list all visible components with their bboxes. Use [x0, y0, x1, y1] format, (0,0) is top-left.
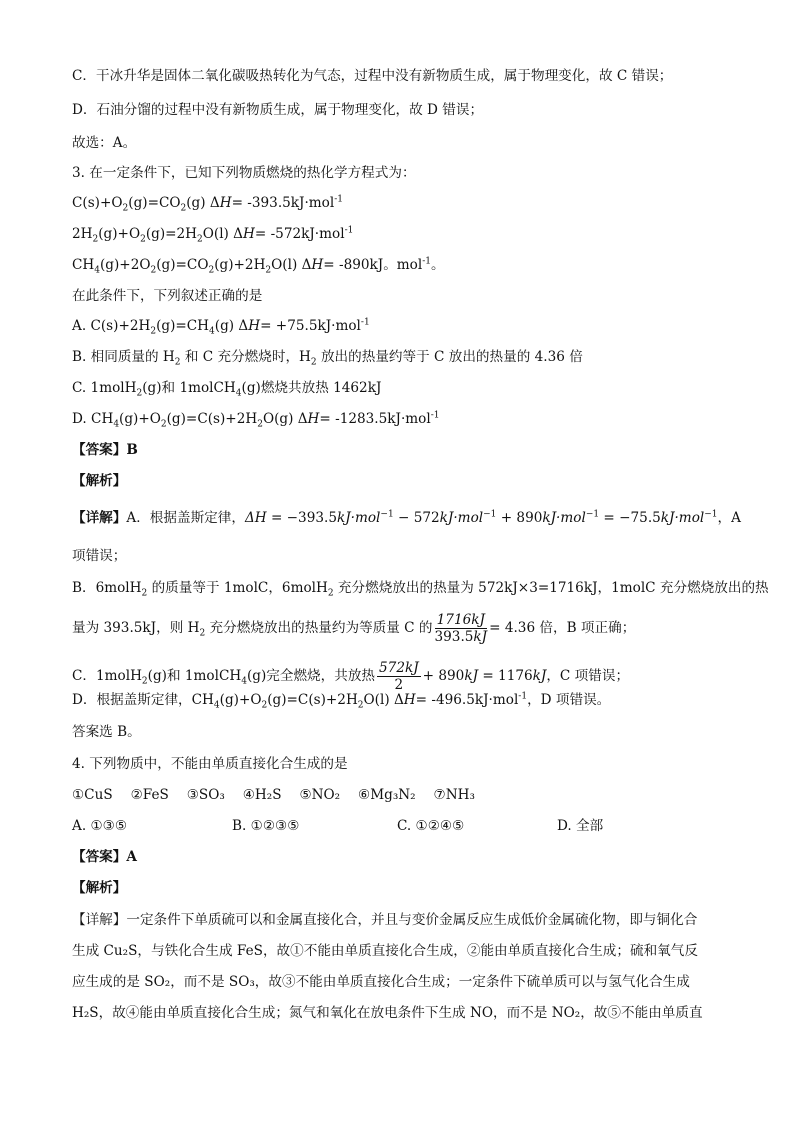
detail-4-line: 应生成的是 SO₂，而不是 SO₃，故③不能由单质直接化合生成；一定条件下硫单质可以与氢气化合生成 [72, 974, 690, 990]
analysis-3-heading: 【解析】 [72, 473, 127, 489]
question-3: 3. 在一定条件下，已知下列物质燃烧的热化学方程式为： [72, 165, 416, 181]
text-line: C．干冰升华是固体二氧化碳吸热转化为气态，过程中没有新物质生成，属于物理变化，故 C 错误； [72, 68, 673, 84]
option-3b: B. 相同质量的 $H_2$ 和 C 充分燃烧时，$H_2$ 放出的热量约等于 C 放出的热量的 4.36 倍 [72, 349, 583, 368]
detail-3b-2: 量为 393.5kJ，则 $H_2$ 充分燃烧放出的热量约为等质量 C 的 $\frac{1716kJ}{393.5kJ}$ = 4.36 倍，B 项正确； [72, 612, 636, 645]
detail-3a: 【详解】A．根据盖斯定律，ΔH = −393.5kJ·mol$^{-1}$ − 572kJ·mol$^{-1}$ + 890kJ·mol$^{-1}$ = −75.5kJ·mol$^{-1}$，A [72, 509, 741, 526]
option-4a: A. ①③⑤ [72, 818, 128, 834]
answer-3: 【答案】B [72, 442, 138, 458]
option-3c: C. 1molH$_2$(g)和 1molCH$_4$(g)燃烧共放热 1462kJ [72, 380, 382, 399]
text-line: 故选：A。 [72, 135, 137, 151]
detail-3c: C．1molH$_2$(g)和 1molCH$_4$(g)完全燃烧，共放热 $\frac{572kJ}{2}$ + 890kJ = 1176kJ，C 项错误； [72, 660, 630, 693]
analysis-4-heading: 【解析】 [72, 880, 127, 896]
detail-3d: D．根据盖斯定律，$CH_4(g)+O_2(g)=C(s)+2H_2O(l)$ ΔH= -496.5kJ·mol$^{-1}$，D 项错误。 [72, 691, 611, 711]
option-3a: A. $C(s)+2H_2(g)=CH_4(g)$ ΔH= +75.5kJ·mol$^{-1}$ [72, 317, 370, 337]
fraction: $\frac{1716kJ}{393.5kJ}$ [434, 612, 488, 645]
option-4d: D. 全部 [557, 818, 604, 834]
text-line: D．石油分馏的过程中没有新物质生成，属于物理变化，故 D 错误； [72, 102, 484, 118]
question-4: 4. 下列物质中，不能由单质直接化合生成的是 [72, 756, 348, 772]
fraction: $\frac{572kJ}{2}$ [379, 660, 419, 693]
equation-2: $2H_2(g)+O_2(g)=2H_2O(l)$ ΔH= -572kJ·mol$^{-1}$ [72, 225, 354, 245]
question-4-items: ①CuS ②FeS ③SO₃ ④H₂S ⑤NO₂ ⑥Mg₃N₂ ⑦NH₃ [72, 787, 475, 803]
question-3-ask: 在此条件下，下列叙述正确的是 [72, 288, 263, 304]
equation-3: $CH_4(g)+2O_2(g)=CO_2(g)+2H_2O(l)$ ΔH= -890kJ。mol$^{-1}$。 [72, 256, 445, 276]
answer-4: 【答案】A [72, 849, 137, 865]
option-3d: D. $CH_4(g)+O_2(g)=C(s)+2H_2O(g)$ ΔH= -1283.5kJ·mol$^{-1}$ [72, 410, 440, 430]
detail-4-line: 【详解】一定条件下单质硫可以和金属直接化合，并且与变价金属反应生成低价金属硫化物，即与铜化合 [72, 912, 698, 928]
detail-3b-1: B．6molH$_2$ 的质量等于 1molC，6molH$_2$ 充分燃烧放出的热量为 572kJ×3=1716kJ，1molC 充分燃烧放出的热 [72, 580, 769, 599]
detail-4-line: 生成 Cu₂S，与铁化合生成 FeS，故①不能由单质直接化合生成，②能由单质直接化合生成；硫和氧气反 [72, 943, 698, 959]
equation-1: $C(s)+O_2(g)=CO_2(g)$ ΔH= -393.5kJ·mol$^{-1}$ [72, 194, 343, 214]
option-4c: C. ①②④⑤ [397, 818, 465, 834]
text-line: 答案选 B。 [72, 724, 141, 740]
option-4b: B. ①②③⑤ [232, 818, 300, 834]
text-line: 项错误； [72, 548, 127, 564]
detail-4-line: H₂S，故④能由单质直接化合生成；氮气和氧化在放电条件下生成 NO，而不是 NO₂，故⑤不能由单质直 [72, 1005, 703, 1021]
